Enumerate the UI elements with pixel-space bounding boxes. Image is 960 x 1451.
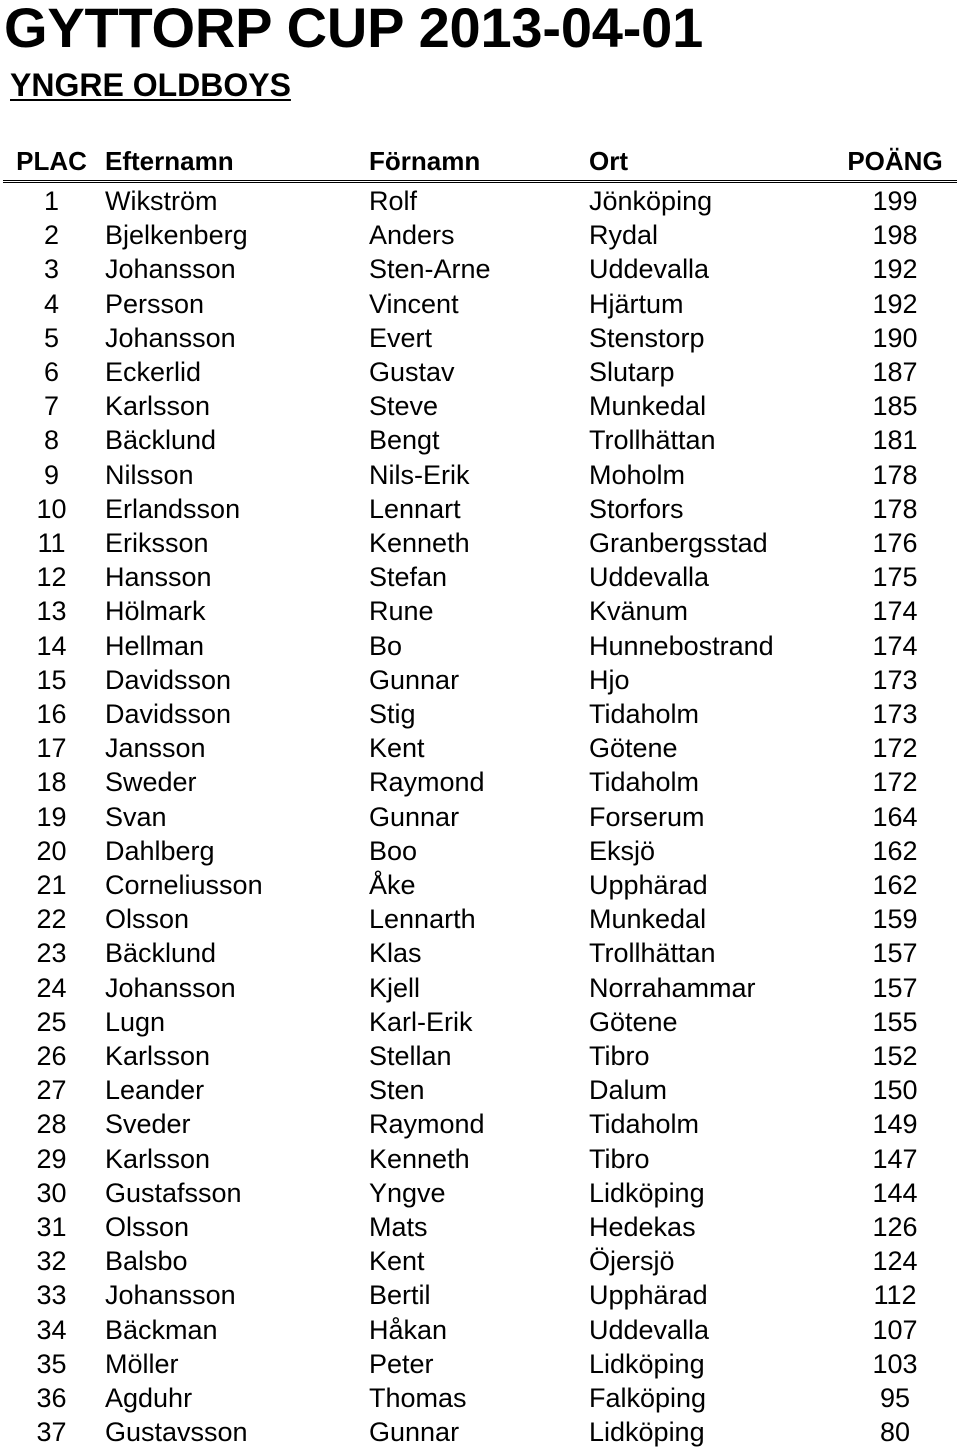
row-plac: 23 [36, 938, 67, 969]
row-plac: 12 [36, 562, 67, 593]
row-efternamn: Wikström [105, 186, 218, 216]
row-fornamn: Steve [369, 391, 439, 422]
row-plac: 3 [43, 254, 60, 285]
row-poang: 198 [872, 220, 918, 251]
row-efternamn: Jansson [105, 733, 206, 764]
row-poang: 178 [872, 459, 918, 490]
row-plac: 36 [36, 1383, 67, 1413]
row-ort: Tidaholm [589, 699, 700, 729]
row-fornamn: Stefan [369, 562, 448, 593]
row-ort: Hunnebostrand [589, 630, 774, 661]
row-fornamn: Lennarth [369, 904, 476, 935]
row-plac: 7 [43, 391, 60, 422]
row-efternamn: Nilsson [105, 459, 194, 490]
row-poang: 95 [879, 1383, 911, 1413]
row-fornamn: Håkan [369, 1314, 448, 1345]
row-plac: 34 [36, 1314, 67, 1345]
row-efternamn: Corneliusson [105, 870, 263, 900]
row-ort: Tidaholm [589, 767, 700, 798]
row-ort: Uddevalla [589, 562, 710, 593]
class-subtitle: YNGRE OLDBOYS [10, 67, 291, 103]
row-ort: Eksjö [589, 835, 656, 866]
document-title: GYTTORP CUP 2013-04-01 [4, 0, 704, 59]
row-efternamn: Karlsson [105, 1143, 211, 1174]
table-row [0, 184, 960, 218]
table-row [0, 1415, 960, 1449]
row-poang: 187 [872, 357, 918, 387]
row-plac: 25 [36, 1006, 67, 1037]
row-fornamn: Stellan [369, 1041, 452, 1071]
row-efternamn: Bäckman [105, 1314, 218, 1345]
row-ort: Öjersjö [589, 1246, 675, 1277]
row-fornamn: Kjell [369, 972, 421, 1003]
row-poang: 162 [872, 870, 918, 900]
table-row [0, 697, 960, 731]
row-ort: Forserum [589, 801, 705, 832]
table-row [0, 1073, 960, 1107]
row-ort: Trollhättan [589, 425, 716, 456]
row-plac: 6 [43, 357, 60, 387]
header-efternamn: Efternamn [105, 146, 234, 176]
row-ort: Moholm [589, 459, 686, 490]
row-efternamn: Gustafsson [105, 1177, 242, 1208]
row-poang: 147 [872, 1143, 918, 1174]
row-poang: 162 [872, 835, 918, 866]
row-plac: 30 [36, 1177, 67, 1208]
row-poang: 172 [872, 767, 918, 798]
row-ort: Tibro [589, 1041, 650, 1071]
table-row [0, 1381, 960, 1415]
row-plac: 16 [36, 699, 67, 729]
table-row [0, 252, 960, 286]
row-fornamn: Kenneth [369, 1143, 470, 1174]
table-row [0, 1005, 960, 1039]
row-poang: 173 [872, 699, 918, 729]
row-efternamn: Agduhr [105, 1383, 193, 1413]
row-fornamn: Kenneth [369, 528, 470, 558]
row-efternamn: Sveder [105, 1109, 191, 1140]
row-efternamn: Olsson [105, 1212, 190, 1242]
row-efternamn: Eriksson [105, 528, 209, 558]
row-poang: 157 [872, 938, 918, 969]
row-efternamn: Olsson [105, 904, 190, 935]
row-efternamn: Gustavsson [105, 1417, 248, 1448]
table-header [0, 144, 960, 178]
row-poang: 174 [872, 630, 918, 661]
row-plac: 10 [36, 493, 67, 524]
row-ort: Kvänum [589, 596, 689, 627]
row-poang: 124 [872, 1246, 918, 1277]
row-efternamn: Hellman [105, 630, 205, 661]
row-poang: 185 [872, 391, 918, 422]
row-ort: Stenstorp [589, 322, 705, 353]
row-plac: 33 [36, 1280, 67, 1311]
row-poang: 155 [872, 1006, 918, 1037]
table-row [0, 560, 960, 594]
row-fornamn: Raymond [369, 767, 485, 798]
row-efternamn: Bjelkenberg [105, 220, 248, 251]
header-poang: POÄNG [847, 146, 943, 176]
row-ort: Lidköping [589, 1177, 705, 1208]
row-plac: 26 [36, 1041, 67, 1071]
row-poang: 174 [872, 596, 918, 627]
row-efternamn: Johansson [105, 1280, 236, 1311]
row-plac: 5 [43, 322, 60, 353]
row-poang: 192 [872, 254, 918, 285]
row-efternamn: Johansson [105, 254, 236, 285]
row-poang: 172 [872, 733, 918, 764]
row-plac: 21 [36, 870, 67, 900]
row-fornamn: Lennart [369, 493, 461, 524]
table-row [0, 1347, 960, 1381]
table-row [0, 492, 960, 526]
row-efternamn: Svan [105, 801, 167, 832]
row-fornamn: Stig [369, 699, 416, 729]
table-row [0, 355, 960, 389]
row-efternamn: Möller [105, 1348, 179, 1379]
row-plac: 2 [43, 220, 60, 251]
row-ort: Lidköping [589, 1348, 705, 1379]
row-fornamn: Gustav [369, 357, 455, 387]
row-ort: Granbergsstad [589, 528, 768, 558]
row-fornamn: Evert [369, 322, 433, 353]
row-fornamn: Sten [369, 1075, 425, 1106]
row-fornamn: Gunnar [369, 1417, 460, 1448]
row-plac: 9 [43, 459, 60, 490]
table-row [0, 629, 960, 663]
row-plac: 14 [36, 630, 67, 661]
row-efternamn: Leander [105, 1075, 205, 1106]
row-poang: 164 [872, 801, 918, 832]
row-efternamn: Sweder [105, 767, 197, 798]
row-ort: Götene [589, 1006, 678, 1037]
row-efternamn: Bäcklund [105, 425, 217, 456]
row-poang: 173 [872, 664, 918, 695]
table-row [0, 834, 960, 868]
row-fornamn: Åke [369, 870, 416, 900]
row-poang: 199 [872, 186, 918, 216]
row-fornamn: Vincent [369, 288, 459, 319]
row-fornamn: Boo [369, 835, 418, 866]
row-plac: 37 [36, 1417, 67, 1448]
row-fornamn: Karl-Erik [369, 1006, 473, 1037]
header-plac: PLAC [16, 146, 87, 176]
row-plac: 8 [43, 425, 60, 456]
row-poang: 126 [872, 1212, 918, 1242]
table-row [0, 936, 960, 970]
row-plac: 18 [36, 767, 67, 798]
table-row [0, 458, 960, 492]
table-row [0, 731, 960, 765]
table-row [0, 321, 960, 355]
row-poang: 157 [872, 972, 918, 1003]
table-row [0, 1278, 960, 1312]
row-ort: Norrahammar [589, 972, 756, 1003]
row-plac: 13 [36, 596, 67, 627]
row-ort: Dalum [589, 1075, 668, 1106]
table-row [0, 868, 960, 902]
row-poang: 159 [872, 904, 918, 935]
row-ort: Munkedal [589, 391, 707, 422]
row-ort: Upphärad [589, 1280, 708, 1311]
row-efternamn: Johansson [105, 972, 236, 1003]
header-divider [3, 180, 957, 183]
row-poang: 144 [872, 1177, 918, 1208]
table-row [0, 765, 960, 799]
row-ort: Uddevalla [589, 1314, 710, 1345]
row-poang: 112 [873, 1280, 917, 1311]
row-ort: Lidköping [589, 1417, 705, 1448]
row-fornamn: Rune [369, 596, 434, 627]
row-fornamn: Nils-Erik [369, 459, 470, 490]
row-efternamn: Eckerlid [105, 357, 202, 387]
row-efternamn: Hansson [105, 562, 212, 593]
row-plac: 4 [43, 288, 60, 319]
row-poang: 150 [872, 1075, 918, 1106]
row-fornamn: Klas [369, 938, 422, 969]
row-plac: 29 [36, 1143, 67, 1174]
row-poang: 152 [872, 1041, 918, 1071]
row-ort: Storfors [589, 493, 684, 524]
row-poang: 149 [872, 1109, 918, 1140]
row-ort: Hjo [589, 664, 630, 695]
row-plac: 35 [36, 1348, 67, 1379]
row-poang: 192 [872, 288, 918, 319]
table-row [0, 1210, 960, 1244]
table-row [0, 1244, 960, 1278]
row-fornamn: Kent [369, 733, 425, 764]
table-row [0, 663, 960, 697]
table-row [0, 526, 960, 560]
table-row [0, 594, 960, 628]
row-fornamn: Raymond [369, 1109, 485, 1140]
row-poang: 103 [872, 1348, 918, 1379]
table-row [0, 1176, 960, 1210]
row-plac: 1 [43, 186, 60, 216]
row-plac: 17 [36, 733, 67, 764]
table-row [0, 1142, 960, 1176]
row-plac: 24 [36, 972, 67, 1003]
row-efternamn: Erlandsson [105, 493, 241, 524]
row-poang: 176 [872, 528, 918, 558]
row-poang: 178 [872, 493, 918, 524]
row-fornamn: Bengt [369, 425, 440, 456]
row-fornamn: Gunnar [369, 801, 460, 832]
row-fornamn: Gunnar [369, 664, 460, 695]
row-plac: 11 [37, 528, 66, 558]
row-plac: 20 [36, 835, 67, 866]
row-ort: Tidaholm [589, 1109, 700, 1140]
row-ort: Uddevalla [589, 254, 710, 285]
row-plac: 27 [36, 1075, 67, 1106]
table-row [0, 389, 960, 423]
table-row [0, 423, 960, 457]
row-fornamn: Anders [369, 220, 455, 251]
row-efternamn: Persson [105, 288, 205, 319]
row-efternamn: Hölmark [105, 596, 206, 627]
row-plac: 19 [36, 801, 67, 832]
row-ort: Falköping [589, 1383, 707, 1413]
row-ort: Jönköping [589, 186, 713, 216]
row-plac: 22 [36, 904, 67, 935]
row-efternamn: Davidsson [105, 664, 232, 695]
row-fornamn: Thomas [369, 1383, 467, 1413]
row-poang: 80 [879, 1417, 911, 1448]
row-plac: 28 [36, 1109, 67, 1140]
row-efternamn: Balsbo [105, 1246, 188, 1277]
row-efternamn: Karlsson [105, 391, 211, 422]
row-ort: Hedekas [589, 1212, 696, 1242]
row-ort: Upphärad [589, 870, 708, 900]
row-poang: 107 [872, 1314, 918, 1345]
row-poang: 190 [872, 322, 918, 353]
row-efternamn: Bäcklund [105, 938, 217, 969]
row-fornamn: Bertil [369, 1280, 431, 1311]
row-ort: Munkedal [589, 904, 707, 935]
row-ort: Rydal [589, 220, 659, 251]
table-row [0, 287, 960, 321]
row-ort: Slutarp [589, 357, 675, 387]
row-fornamn: Rolf [369, 186, 418, 216]
table-row [0, 971, 960, 1005]
table-row [0, 218, 960, 252]
row-fornamn: Sten-Arne [369, 254, 491, 285]
row-fornamn: Yngve [369, 1177, 446, 1208]
row-poang: 181 [872, 425, 918, 456]
header-fornamn: Förnamn [369, 146, 481, 176]
row-ort: Trollhättan [589, 938, 716, 969]
row-fornamn: Mats [369, 1212, 428, 1242]
row-plac: 32 [36, 1246, 67, 1277]
table-row [0, 1313, 960, 1347]
row-ort: Tibro [589, 1143, 650, 1174]
row-poang: 175 [872, 562, 918, 593]
row-fornamn: Kent [369, 1246, 425, 1277]
table-row [0, 1039, 960, 1073]
row-fornamn: Peter [369, 1348, 434, 1379]
table-row [0, 902, 960, 936]
row-efternamn: Karlsson [105, 1041, 211, 1071]
row-ort: Götene [589, 733, 678, 764]
row-plac: 31 [36, 1212, 67, 1242]
row-efternamn: Lugn [105, 1006, 166, 1037]
row-fornamn: Bo [369, 630, 403, 661]
table-row [0, 1107, 960, 1141]
row-efternamn: Davidsson [105, 699, 232, 729]
row-plac: 15 [36, 664, 67, 695]
row-ort: Hjärtum [589, 288, 684, 319]
row-efternamn: Dahlberg [105, 835, 215, 866]
header-ort: Ort [589, 146, 628, 176]
table-row [0, 800, 960, 834]
row-efternamn: Johansson [105, 322, 236, 353]
